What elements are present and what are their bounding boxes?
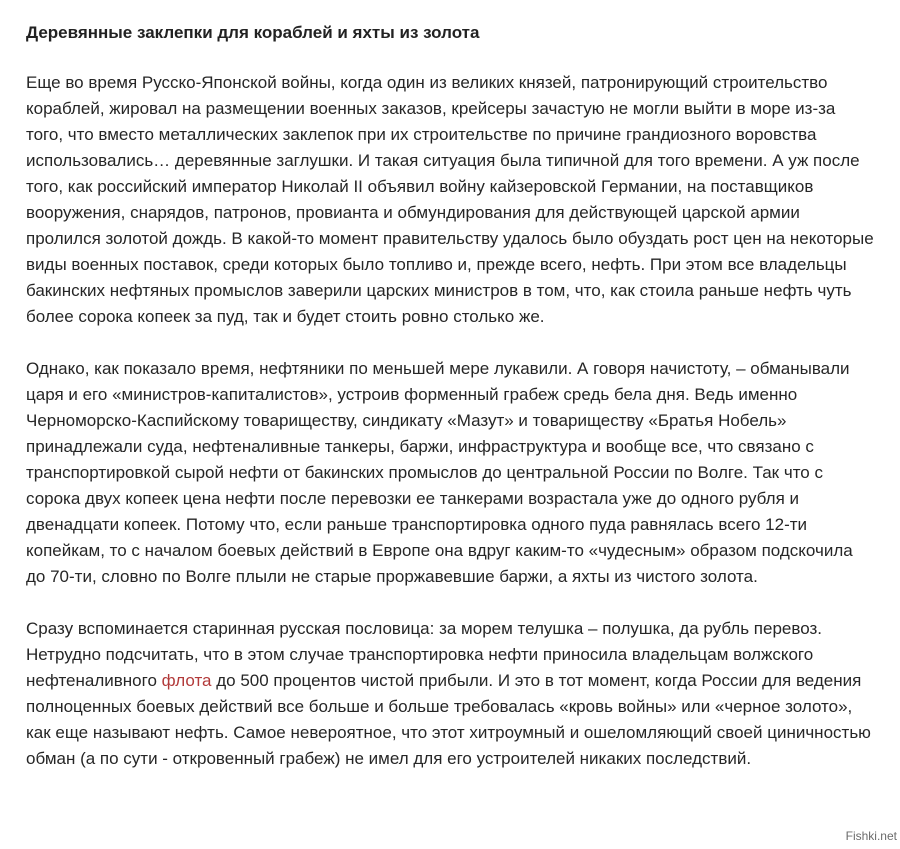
paragraph-3-text-start: Сразу вспоминается старинная русская пословица: за морем телушка – полушка, да рубль перевоз. Нетрудно подсчитать, что в этом случае транспортировка нефти приносила владельцам волжского нефтеналивного: [26, 619, 822, 690]
paragraph-3: [26, 616, 876, 772]
paragraph-1: Еще во время Русско-Японской войны, когда один из великих князей, патронирующий строительство кораблей, жировал на размещении военных заказов, крейсеры зачастую не могли выйти в море из-за того, что вместо металлических заклепок при их строительстве по причине грандиозного воровства использовались… деревянные заглушки. И такая ситуация была типичной для того времени. А уж после того, как российский император Николай II объявил войну кайзеровской Германии, на поставщиков вооружения, снарядов, патронов, провианта и обмундирования для действующей царской армии пролился золотой дождь. В какой-то момент правительству удалось было обуздать рост цен на некоторые виды военных поставок, среди которых было топливо и, прежде всего, нефть. При этом все владельцы бакинских нефтяных промыслов заверили царских министров в том, что, как стоила раньше нефть чуть более сорока копеек за пуд, так и будет стоить ровно столько же.: [26, 73, 874, 326]
article-title: Деревянные заклепки для кораблей и яхты из золота: [26, 23, 480, 42]
paragraph-3-text-end: до 500 процентов чистой прибыли. И это в тот момент, когда России для ведения полноценных боевых действий все больше и больше требовалась «кровь войны» или «черное золото», как еще называют нефть. Самое невероятное, что этот хитроумный и ошеломляющий своей циничностью обман (а по сути - откровенный грабеж) не имел для его устроителей никаких последствий.: [26, 671, 871, 768]
article: [26, 0, 876, 772]
fleet-link[interactable]: флота: [161, 671, 212, 690]
paragraph-2: Однако, как показало время, нефтяники по меньшей мере лукавили. А говоря начистоту, – обманывали царя и его «министров-капиталистов», устроив форменный грабеж средь бела дня. Ведь именно Черноморско-Каспийскому товариществу, синдикату «Мазут» и товариществу «Братья Нобель» принадлежали суда, нефтеналивные танкеры, баржи, инфраструктура и вообще все, что связано с транспортировкой сырой нефти от бакинских промыслов до центральной России по Волге. Так что с сорока двух копеек цена нефти после перевозки ее танкерами возрастала уже до одного рубля и двенадцати копеек. Потому что, если раньше транспортировка одного пуда равнялась всего 12-ти копейкам, то с началом боевых действий в Европе она вдруг каким-то «чудесным» образом подскочила до 70-ти, словно по Волге плыли не старые проржавевшие баржи, а яхты из чистого золота.: [26, 359, 853, 586]
watermark: Fishki.net: [845, 829, 897, 843]
